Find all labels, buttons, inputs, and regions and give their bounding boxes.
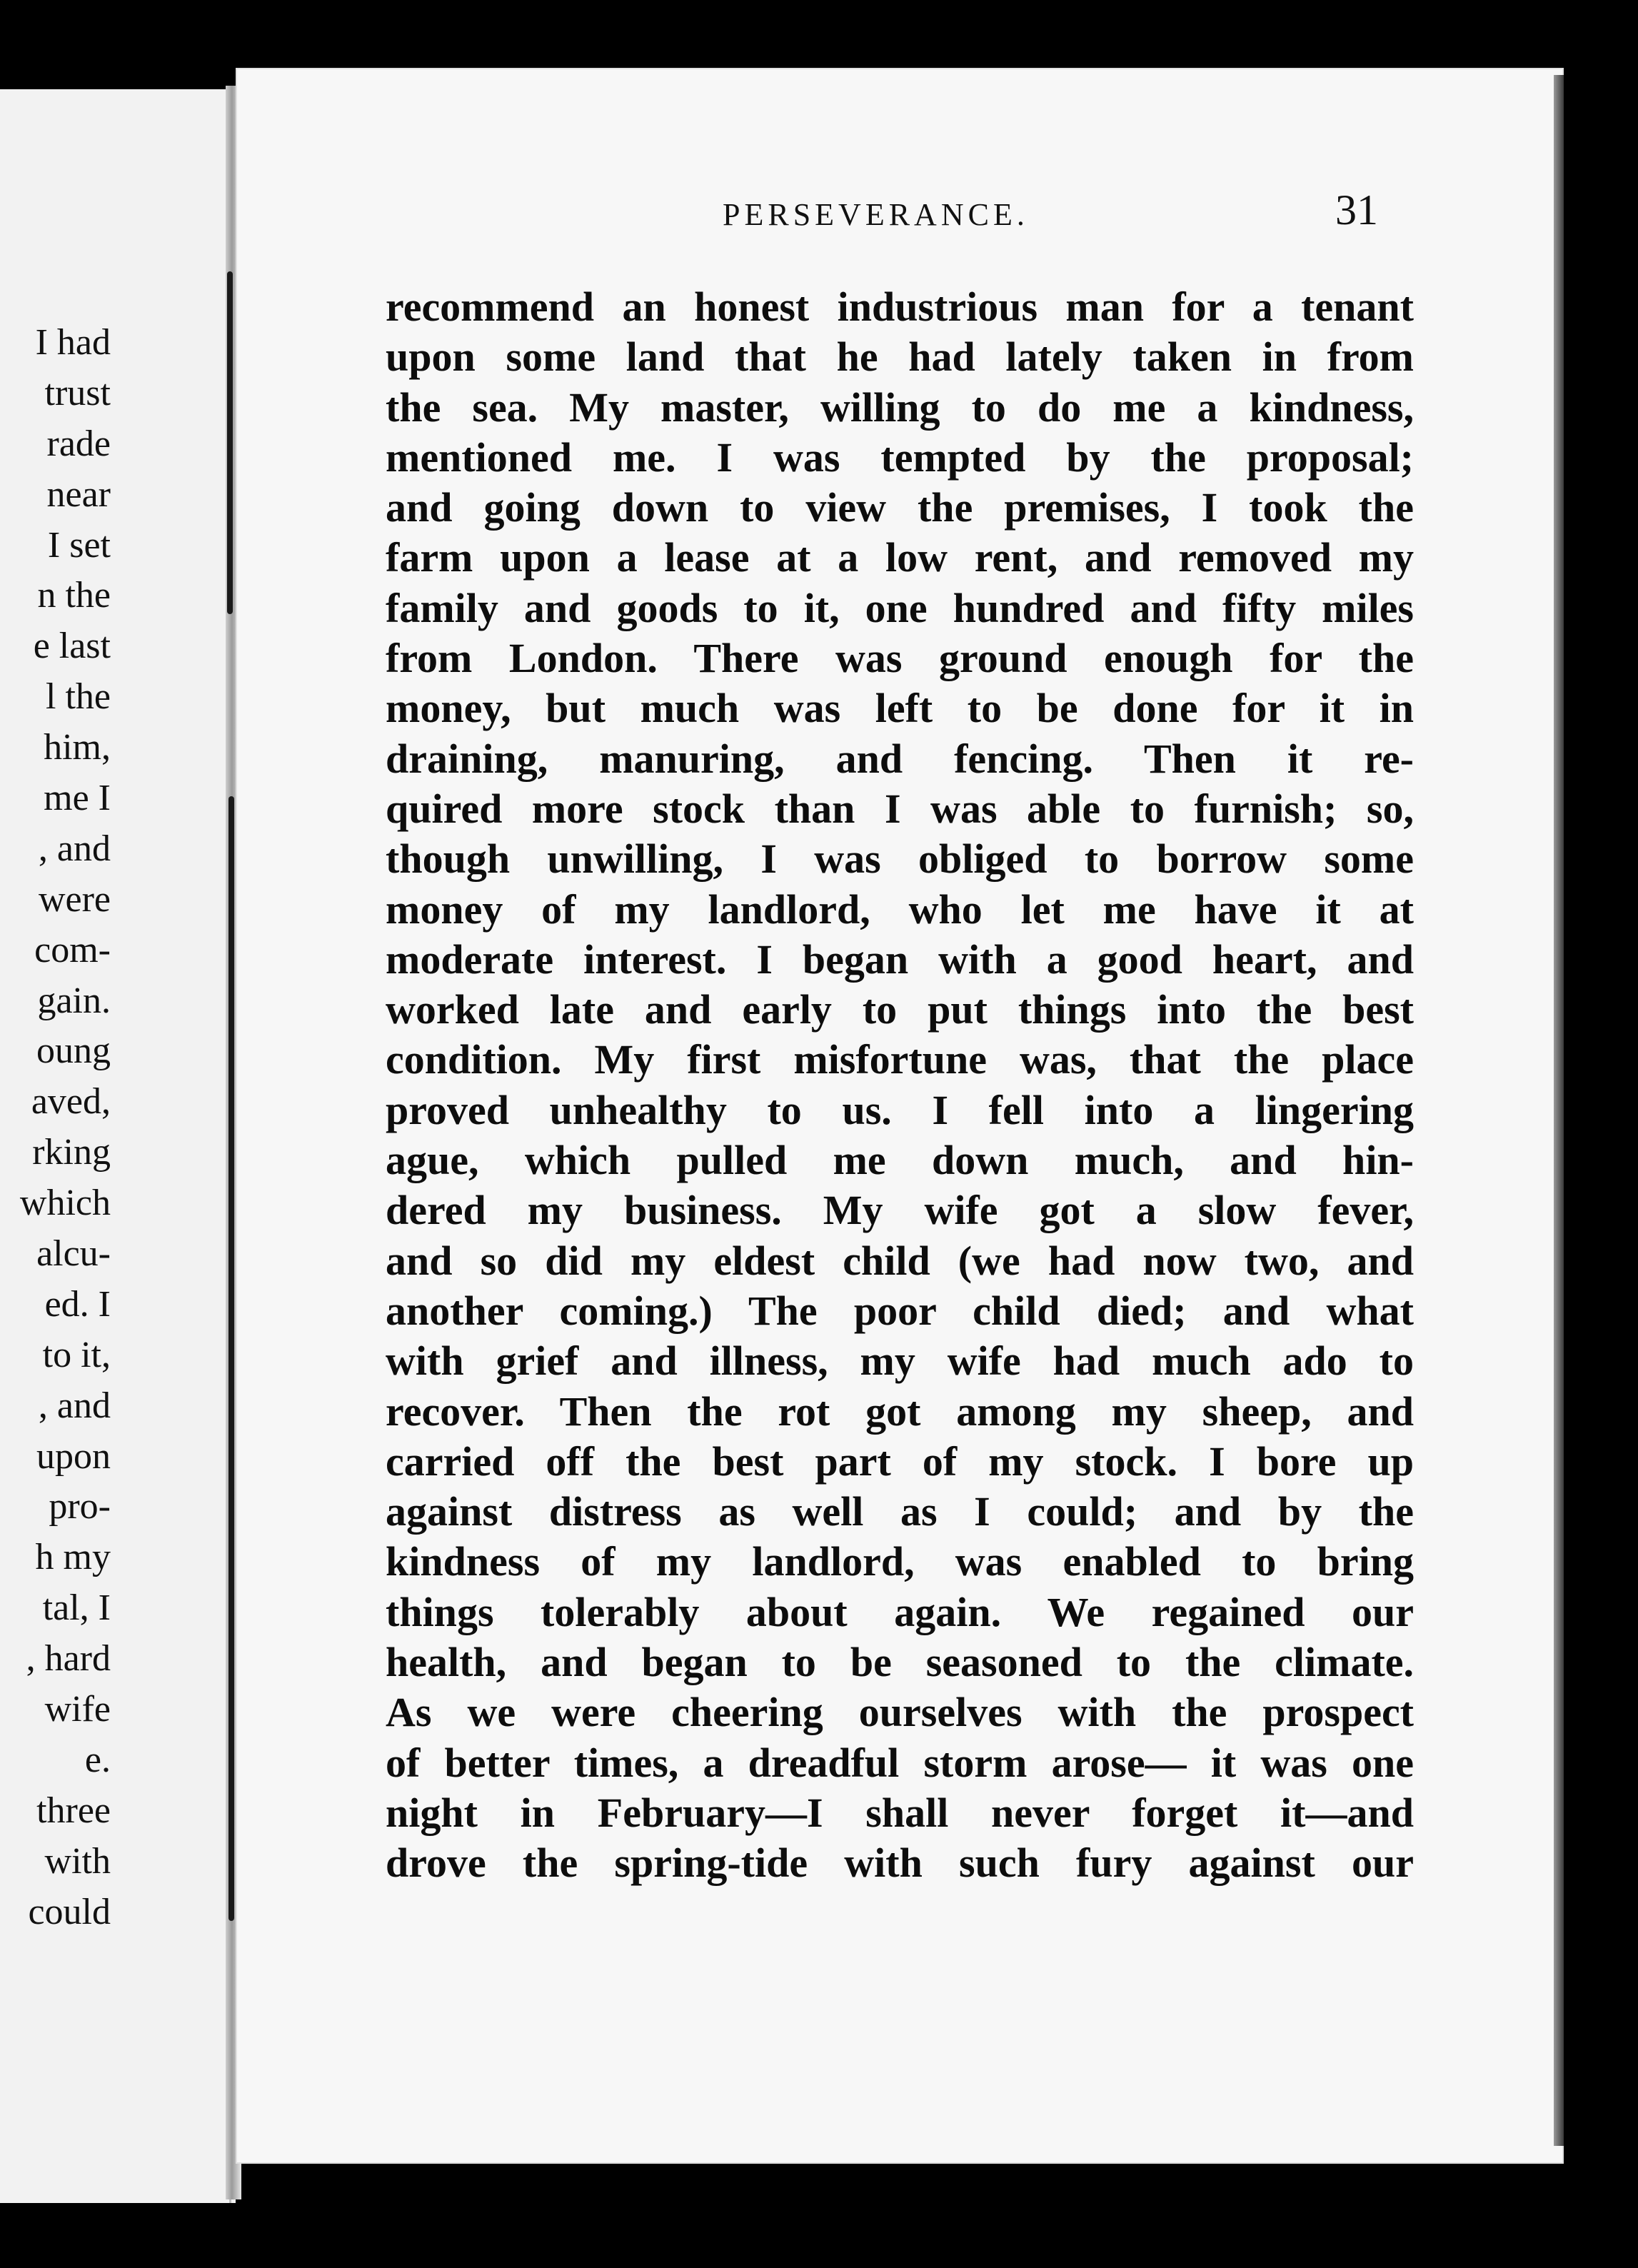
text-line: As we were cheering ourselves with the prospect (386, 1689, 1414, 1736)
text-line: condition. My first misfortune was, that the place (386, 1036, 1414, 1083)
text-line: health, and began to be seasoned to the climate. (386, 1639, 1414, 1686)
left-page-line-fragment: gain. (37, 980, 111, 1021)
text-line: money, but much was left to be done for it in (386, 685, 1414, 732)
left-page-line-fragment: rade (46, 423, 111, 464)
text-line: though unwilling, I was obliged to borrow some (386, 836, 1414, 883)
left-page-line-fragment: were (38, 878, 111, 920)
body-text (386, 282, 1414, 1889)
left-page-line-fragment: upon (36, 1435, 111, 1477)
text-line: proved unhealthy to us. I fell into a lingering (386, 1086, 1414, 1133)
binding-thread-mark (228, 796, 234, 1921)
left-page-line-fragment: oung (36, 1030, 111, 1072)
left-page-line-fragment: , hard (26, 1638, 111, 1680)
text-line: with grief and illness, my wife had much ado to (386, 1338, 1414, 1385)
text-line: recover. Then the rot got among my sheep, and (386, 1388, 1414, 1435)
left-page-line-fragment: me I (44, 778, 111, 819)
left-page-line-fragment: , and (38, 1385, 111, 1426)
binding-thread-mark (227, 271, 233, 614)
right-page-edge (1554, 75, 1564, 2146)
left-page-line-fragment: tal, I (42, 1587, 111, 1629)
text-line: and so did my eldest child (we had now two, and (386, 1237, 1414, 1284)
text-line: family and goods to it, one hundred and fifty miles (386, 584, 1414, 631)
text-line: from London. There was ground enough for the (386, 635, 1414, 682)
text-line: things tolerably about again. We regained our (386, 1588, 1414, 1635)
left-page-line-fragment: rking (32, 1132, 111, 1173)
left-page-line-fragment: I set (47, 524, 111, 566)
left-page-line-fragment: aved, (31, 1081, 111, 1123)
text-line: the sea. My master, willing to do me a kindness, (386, 383, 1414, 431)
left-page-line-fragment: which (19, 1183, 111, 1224)
text-line: carried off the best part of my stock. I bore up (386, 1437, 1414, 1485)
left-page-line-fragment: , and (38, 828, 111, 869)
text-line: draining, manuring, and fencing. Then it re- (386, 735, 1414, 782)
left-page-line-fragment: three (36, 1790, 111, 1831)
text-line: mentioned me. I was tempted by the proposal; (386, 433, 1414, 481)
left-page-line-fragment: e last (33, 626, 111, 667)
page-number: 31 (1335, 186, 1378, 234)
left-page-line-fragment: ed. I (44, 1283, 111, 1325)
left-page-line-fragment: e. (84, 1739, 111, 1780)
left-page-line-fragment: wife (44, 1689, 111, 1730)
right-page (236, 68, 1564, 2164)
left-page-line-fragment: near (46, 473, 111, 515)
left-page-line-fragment: l the (46, 676, 111, 718)
left-page-line-fragment: to it, (42, 1334, 111, 1375)
left-page-line-fragment: I had (35, 322, 111, 363)
text-line: against distress as well as I could; and by the (386, 1488, 1414, 1535)
text-line: night in February—I shall never forget it—and (386, 1789, 1414, 1836)
left-page-line-fragment: n the (37, 575, 111, 616)
text-line: moderate interest. I began with a good heart, and (386, 935, 1414, 983)
text-line: drove the spring-tide with such fury against our (386, 1840, 1414, 1887)
text-line: and going down to view the premises, I took the (386, 484, 1414, 531)
left-page-line-fragment: him, (44, 727, 111, 768)
running-head: PERSEVERANCE. (723, 197, 1029, 232)
left-page-line-fragment: h my (35, 1537, 111, 1578)
left-page-line-fragment: alcu- (36, 1233, 111, 1275)
text-line: upon some land that he had lately taken in from (386, 333, 1414, 381)
text-line: quired more stock than I was able to furnish; so, (386, 785, 1414, 832)
text-line: money of my landlord, who let me have it at (386, 885, 1414, 933)
left-page-text-fragments (20, 318, 111, 1938)
text-line: another coming.) The poor child died; and what (386, 1287, 1414, 1334)
text-line: farm upon a lease at a low rent, and removed my (386, 534, 1414, 581)
text-line: ague, which pulled me down much, and hin- (386, 1137, 1414, 1184)
left-page-line-fragment: with (44, 1840, 111, 1882)
text-line: kindness of my landlord, was enabled to bring (386, 1538, 1414, 1585)
left-page-line-fragment: pro- (49, 1486, 111, 1527)
text-line: recommend an honest industrious man for a tenant (386, 284, 1414, 330)
text-line: worked late and early to put things into the best (386, 986, 1414, 1033)
left-page-line-fragment: trust (44, 372, 111, 413)
left-facing-page (0, 89, 236, 2203)
text-line: dered my business. My wife got a slow fever, (386, 1187, 1414, 1234)
text-line: of better times, a dreadful storm arose— it was one (386, 1739, 1414, 1786)
left-page-line-fragment: could (28, 1891, 111, 1932)
left-page-line-fragment: com- (34, 929, 111, 970)
